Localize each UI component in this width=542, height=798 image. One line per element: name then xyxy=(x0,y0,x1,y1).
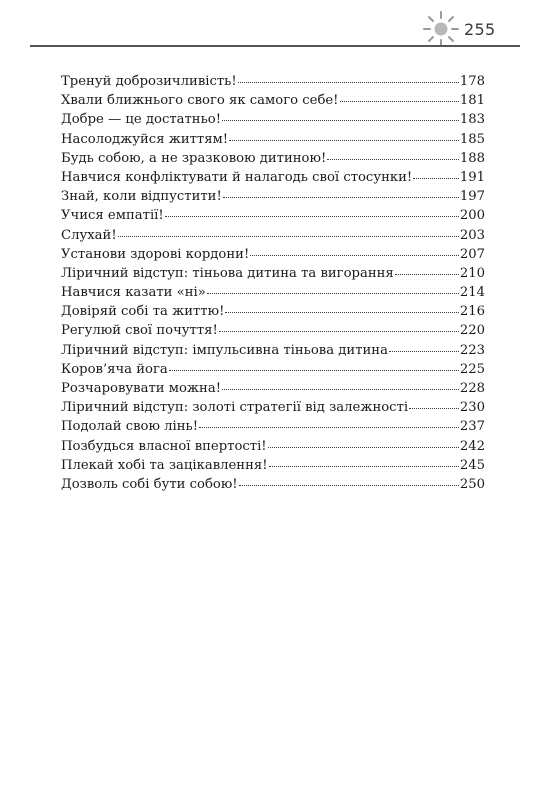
dot-leader xyxy=(118,236,459,237)
toc-entry-title: Плекай хобі та зацікавлення! xyxy=(61,457,268,473)
toc-entry-page: 178 xyxy=(459,74,485,89)
toc-entry-title: Розчаровувати можна! xyxy=(61,381,221,396)
dot-leader xyxy=(250,255,459,256)
dot-leader xyxy=(239,485,459,486)
toc-entry-page: 197 xyxy=(459,189,485,205)
toc-entry-title: Добре — це достатньо! xyxy=(61,112,222,128)
dot-leader xyxy=(169,370,459,371)
page-number: 255 xyxy=(464,20,496,39)
dot-leader xyxy=(340,101,459,102)
dot-leader xyxy=(268,447,459,448)
toc-entry[interactable] xyxy=(61,168,485,187)
dot-leader xyxy=(223,197,459,198)
toc-entry[interactable] xyxy=(61,321,485,340)
toc-entry-title: Установи здорові кордони! xyxy=(61,246,250,262)
dot-leader xyxy=(269,466,459,467)
toc-entry[interactable] xyxy=(61,264,485,283)
toc-entry-page: 207 xyxy=(459,246,485,262)
toc-entry[interactable] xyxy=(61,91,485,110)
dot-leader xyxy=(389,351,459,352)
toc-entry-page: 191 xyxy=(459,169,485,185)
toc-entry-title: Регулюй свої почуття! xyxy=(61,323,218,339)
toc-entry[interactable] xyxy=(61,417,485,436)
toc-entry-title: Знай, коли відпустити! xyxy=(61,189,222,205)
toc-entry-title: Ліричний відступ: імпульсивна тіньова дитина xyxy=(61,342,388,358)
dot-leader xyxy=(229,140,459,141)
toc-entry-page: 237 xyxy=(459,419,485,435)
dot-leader xyxy=(238,82,459,83)
toc-entry[interactable] xyxy=(61,475,485,494)
toc-entry-page: 245 xyxy=(459,457,485,473)
dot-leader xyxy=(222,120,459,121)
toc-entry[interactable] xyxy=(61,206,485,225)
toc-entry-title: Будь собою, а не зразковою дитиною! xyxy=(61,150,327,166)
toc-entry-title: Навчися казати «ні» xyxy=(61,285,206,301)
toc-entry[interactable] xyxy=(61,379,485,398)
toc-entry[interactable] xyxy=(61,341,485,360)
toc-entry[interactable] xyxy=(61,437,485,456)
toc-entry-title: Насолоджуйся життям! xyxy=(61,131,229,147)
toc-entry-page: 250 xyxy=(459,476,485,492)
toc-entry-title: Довіряй собі та життю! xyxy=(61,304,225,320)
toc-entry[interactable] xyxy=(61,110,485,129)
toc-entry-title: Учися емпатії! xyxy=(61,208,164,224)
toc-entry-page: 228 xyxy=(459,381,485,396)
dot-leader xyxy=(199,427,459,428)
dot-leader xyxy=(395,274,459,275)
toc-entry[interactable] xyxy=(61,149,485,168)
toc-entry-title: Слухай! xyxy=(61,227,117,243)
toc-entry-title: Позбудься власної впертості! xyxy=(61,438,267,454)
toc-entry-page: 225 xyxy=(459,361,485,377)
dot-leader xyxy=(409,408,459,409)
header-rule xyxy=(30,45,520,47)
toc-entry-page: 200 xyxy=(459,208,485,224)
toc-entry-title: Тренуй доброзичливість! xyxy=(61,74,237,89)
dot-leader xyxy=(219,331,459,332)
toc-entry[interactable] xyxy=(61,72,485,91)
dot-leader xyxy=(225,312,458,313)
toc-entry-page: 203 xyxy=(459,227,485,243)
toc-entry-page: 210 xyxy=(459,265,485,281)
toc-entry-page: 223 xyxy=(459,342,485,358)
toc-entry-title: Навчися конфліктувати й налагодь свої стосунки! xyxy=(61,169,413,185)
toc-entry[interactable] xyxy=(61,360,485,379)
toc-entry[interactable] xyxy=(61,302,485,321)
toc-entry-page: 220 xyxy=(459,323,485,339)
toc-entry[interactable] xyxy=(61,245,485,264)
toc-entry-title: Ліричний відступ: тіньова дитина та вигорання xyxy=(61,265,394,281)
toc-entry-title: Хвали ближнього свого як самого себе! xyxy=(61,93,339,109)
page-header xyxy=(0,0,542,50)
toc-entry-title: Дозволь собі бути собою! xyxy=(61,476,238,492)
dot-leader xyxy=(207,293,459,294)
toc-entry-title: Ліричний відступ: золоті стратегії від залежності xyxy=(61,400,409,416)
toc-entry[interactable] xyxy=(61,130,485,149)
toc-entry[interactable] xyxy=(61,456,485,475)
toc-entry-page: 188 xyxy=(459,150,485,166)
dot-leader xyxy=(327,159,459,160)
dot-leader xyxy=(222,389,459,390)
toc-entry-page: 181 xyxy=(459,93,485,109)
toc-entry-page: 230 xyxy=(459,400,485,416)
toc-entry[interactable] xyxy=(61,226,485,245)
toc-entry-page: 185 xyxy=(459,131,485,147)
table-of-contents xyxy=(61,72,485,494)
toc-entry-title: Подолай свою лінь! xyxy=(61,419,199,435)
sun-icon xyxy=(421,8,461,48)
toc-entry[interactable] xyxy=(61,398,485,417)
toc-entry-page: 216 xyxy=(459,304,485,320)
toc-entry[interactable] xyxy=(61,283,485,302)
dot-leader xyxy=(413,178,459,179)
toc-entry[interactable] xyxy=(61,187,485,206)
dot-leader xyxy=(165,216,459,217)
toc-entry-page: 242 xyxy=(459,438,485,454)
toc-entry-page: 214 xyxy=(459,285,485,301)
toc-entry-title: Коров’яча йога xyxy=(61,361,168,377)
toc-entry-page: 183 xyxy=(459,112,485,128)
